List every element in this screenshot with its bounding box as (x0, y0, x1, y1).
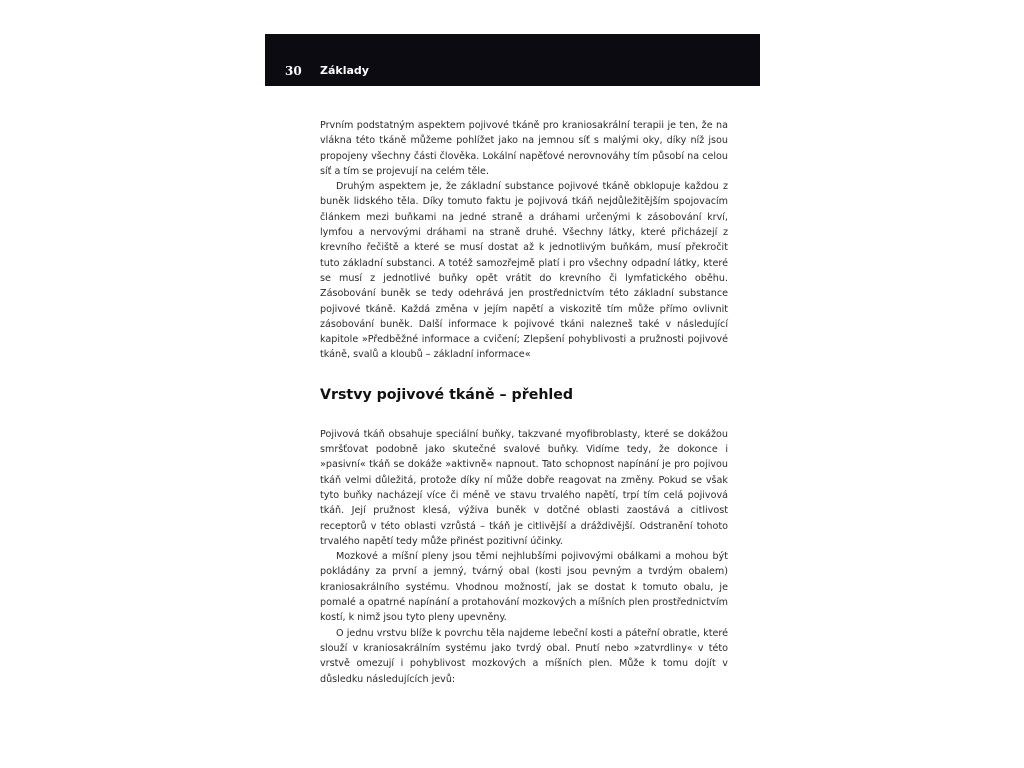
paragraph: Druhým aspektem je, že základní substance pojivové tkáně obklopuje každou z buněk lidského těla. Díky tomuto faktu je pojivová tkáň nejdůležitějším spojovacím článkem mezi buňkami na jedné straně a dráhami určenými k zásobování krví, lymfou a nervovými dráhami na straně druhé. Všechny látky, které přicházejí z krevního řečiště a které se musí dostat až k jednotlivým buňkám, musí překročit tuto základní substanci. A totéž samozřejmě platí i pro všechny odpadní látky, které se musí z jednotlivé buňky opět vrátit do krevního či lymfatického oběhu. Zásobování buněk se tedy odehrává jen prostřednictvím této základní substance pojivové tkáně. Každá změna v jejím napětí a viskozitě tím může přímo ovlivnit zásobování buněk. Další informace k pojivové tkáni nalezneš také v následující kapitole »Předběžné informace a cvičení; Zlepšení pohyblivosti a pružnosti pojivové tkáně, svalů a kloubů – základní informace« (320, 181, 728, 361)
chapter-title: Základy (320, 64, 369, 77)
page-number: 30 (285, 64, 302, 78)
paragraph: Prvním podstatným aspektem pojivové tkáně pro kraniosakrální terapii je ten, že na vlákna této tkáně můžeme pohlížet jako na jemnou síť s malými oky, díky níž jsou propojeny všechny části člověka. Lokální napěťové nerovnováhy tím působí na celou síť a tím se projevují na celém těle. (320, 120, 728, 177)
paragraph: Pojivová tkáň obsahuje speciální buňky, takzvané myofibroblasty, které se dokážou smršťovat podobně jako skutečné svalové buňky. Vidíme tedy, že dokonce i »pasivní« tkáň se dokáže »aktivně« napnout. Tato schopnost napínání je pro pojivou tkáň velmi důležitá, protože díky ní může dobře reagovat na změny. Pokud se však tyto buňky nacházejí více či méně ve stavu trvalého napětí, trpí tím celá pojivová tkáň. Její pružnost klesá, výživa buněk v dotčné oblasti zaostává a citlivost receptorů v této oblasti vzrůstá – tkáň je citlivější a dráždivější. Odstranění tohoto trvalého napětí tedy může přinést pozitivní účinky. (320, 428, 728, 547)
page-body (320, 118, 728, 687)
section-heading: Vrstvy pojivové tkáně – přehled (320, 386, 574, 403)
paragraph: O jednu vrstvu blíže k povrchu těla najdeme lebeční kosti a páteřní obratle, které slouží v kraniosakrálním systému jako tvrdý obal. Pnutí nebo »zatvrdliny« v této vrstvě omezují i pohyblivost mozkových a míšních plen. Může k tomu dojít v důsledku následujících jevů: (320, 627, 728, 685)
book-page (265, 34, 760, 734)
paragraph: Mozkové a míšní pleny jsou těmi nejhlubšími pojivovými obálkami a mohou být pokládány za první a jemný, tvárný obal (kosti jsou pevným a tvrdým obalem) kraniosakrálního systému. Vhodnou možností, jak se dostat k tomuto obalu, je pomalé a opatrné napínání a protahování mozkových a míšních plen prostřednictvím kostí, k nimž jsou tyto pleny upevněny. (320, 551, 728, 624)
running-header (265, 34, 760, 86)
